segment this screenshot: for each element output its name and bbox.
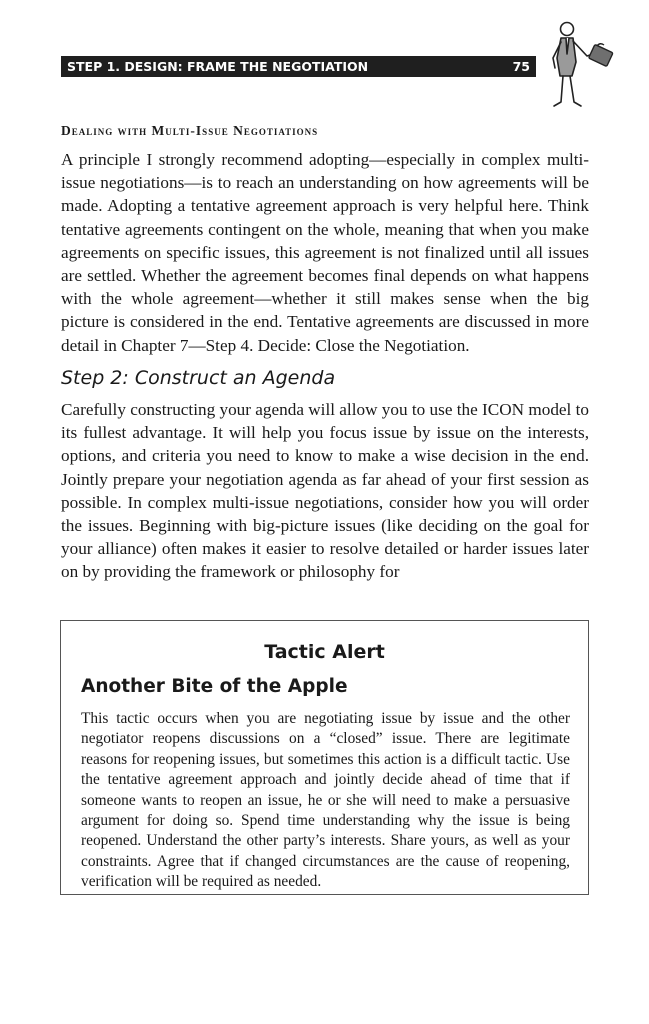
tactic-alert-subtitle: Another Bite of the Apple [81,676,348,697]
chapter-label: STEP 1. DESIGN: FRAME THE NEGOTIATION [67,59,369,74]
businessman-with-briefcase-icon [545,18,617,110]
businessman-figure-svg [545,18,617,110]
tactic-alert-body: This tactic occurs when you are negotiating issue by issue and the other negotiator reopens discussions on a “closed” issue. There are legitimate reasons for reopening issues, but sometimes this action is a difficult tactic. Use the tentative agreement approach and jointly decide ahead of time that if someone wants to reopen an issue, he or she will need to make a persuasive argument for doing so. Spend time understanding why the issue is being reopened. Understand the other party’s interests. Share yours, as well as your constraints. Agree that if changed circumstances are the cause of reopening, verification will be required as needed. [81,710,570,891]
tactic-alert-title: Tactic Alert [264,641,385,663]
body-paragraph-tentative-agreements: A principle I strongly recommend adopting—especially in complex multi-issue negotiations—is to reach an understanding on how agreements will be made. Adopting a tentative agreement approach is very helpful here. Think tentative agreements contingent on the whole, meaning that when you make agreements on specific issues, this agreement is not finalized until all issues are settled. Whether the agreement becomes final depends on what happens with the whole agreement—whether it still makes sense when the big picture is considered in the end. Tentative agreements are discussed in more detail in Chapter 7—Step 4. Decide: Close the Negotiation. [61,150,589,355]
step-heading: Step 2: Construct an Agenda [61,367,336,389]
page-number: 75 [512,59,530,74]
body-paragraph-agenda: Carefully constructing your agenda will allow you to use the ICON model to its fullest advantage. It will help you focus issue by issue on the interests, options, and criteria you need to know to make a wise decision in the end. Jointly prepare your negotiation agenda as far ahead of your first session as possible. In complex multi-issue negotiations, consider how you will order the issues. Beginning with big-picture issues (like deciding on the goal for your alliance) often makes it easier to resolve detailed or harder issues later on by providing the framework or philosophy for [61,400,589,582]
running-header [61,56,536,77]
section-heading: Dealing with Multi-Issue Negotiations [61,123,319,138]
tactic-alert-box [60,620,589,895]
